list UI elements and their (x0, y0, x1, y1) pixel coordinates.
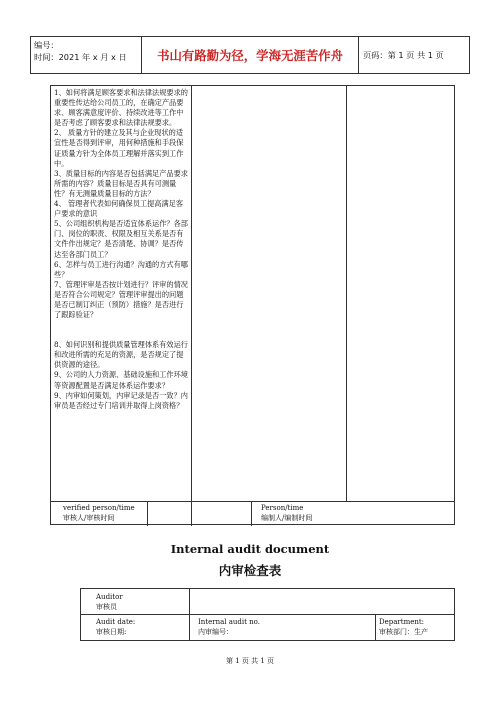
column-divider (346, 86, 347, 501)
audit-questions (54, 88, 189, 411)
verified-cell (63, 503, 135, 523)
auditor-label-en: Auditor (96, 593, 123, 601)
page-footer: 第 1 页 共 1 页 (225, 657, 275, 665)
document-title-cn: 内审检查表 (218, 563, 282, 578)
audit-date-label-cn: 审核日期: (96, 628, 127, 636)
audit-date-label-en: Audit date: (96, 618, 136, 626)
auditor-label-cn: 审核员 (96, 603, 117, 611)
department-cell (379, 617, 428, 637)
question-item: 3、质量目标的内容是否包括满足产品要求所需的内容？质量目标是否具有可测量性？有无测量质量目标的方法？ (54, 168, 188, 198)
audit-no-cell (198, 617, 260, 637)
question-item: 7、管理评审是否按计划进行？评审的情况是否符合公司规定？管理评审提出的问题是否已制订纠正（预防）措施？是否进行了跟踪验证？ (54, 279, 188, 320)
question-item: 4、 管理者代表如何确保员工提高满足客户要求的意识 (54, 199, 184, 219)
audit-no-label-en: Internal audit no. (198, 618, 260, 626)
audit-date-cell (96, 617, 135, 637)
row-divider (81, 614, 454, 615)
person-label-cn: 编制人/编制时间 (261, 514, 313, 522)
column-divider (375, 614, 376, 640)
person-label-en: Person/time (261, 504, 304, 512)
auditor-cell (96, 592, 123, 612)
verified-label-cn: 审核人/审核时间 (63, 514, 115, 522)
verified-label-en: verified person/time (63, 504, 135, 512)
header-meta-cell (31, 37, 142, 73)
page-info: 页码：第 1 页 共 1 页 (363, 49, 444, 60)
question-item: 8、如何识别和提供质量管理体系有效运行和改进所需的充足的资源，是否规定了提供资源的途径。 (54, 340, 188, 370)
column-divider (251, 501, 252, 526)
question-item: 9、公司的人力资源、基础设施和工作环境等资源配置是否满足体系运作要求？ (54, 370, 188, 390)
question-item: 9、内审如何策划，内审记录是否一致？内审员是否经过专门培训并取得上岗资格？ (54, 390, 188, 410)
spacer (54, 320, 189, 340)
number-label: 编号： (34, 40, 59, 50)
document-title-en: Internal audit document (170, 542, 330, 556)
time-label: 时间：2021 年 x 月 x 日 (34, 52, 127, 62)
header-table (30, 36, 470, 74)
audit-no-label-cn: 内审编号： (198, 628, 233, 636)
audit-info-table (80, 588, 455, 641)
question-item: 6、怎样与员工进行沟通？沟通的方式有哪些？ (54, 259, 188, 279)
question-item: 5、公司组织机构是否适宜体系运作？各部门、岗位的职责、权限及相互关系是否有文件作出规定？是否清楚、协调？是否传达至各部门员工？ (54, 219, 188, 259)
row-divider (51, 501, 454, 502)
checklist-table (50, 85, 455, 525)
question-item: 1、如何将满足顾客要求和法律法规要求的重要性传达给公司员工的，在确定产品要求、顾客满意度评价、持续改进等工作中是否考虑了顾客要求和法律法规要求。 (54, 88, 188, 128)
question-item: 2、 质量方针的建立及其与企业现状的适宜性是否得到评审，用何种措施和手段保证质量方针为全体员工理解并落实到工作中。 (54, 128, 184, 168)
motto: 书山有路勤为径，学海无涯苦作舟 (142, 37, 359, 73)
department-label-cn: 审核部门：生产 (379, 628, 428, 636)
column-divider (147, 501, 148, 526)
department-label-en: Department: (379, 618, 425, 626)
column-divider (191, 86, 192, 526)
person-cell (261, 503, 312, 523)
